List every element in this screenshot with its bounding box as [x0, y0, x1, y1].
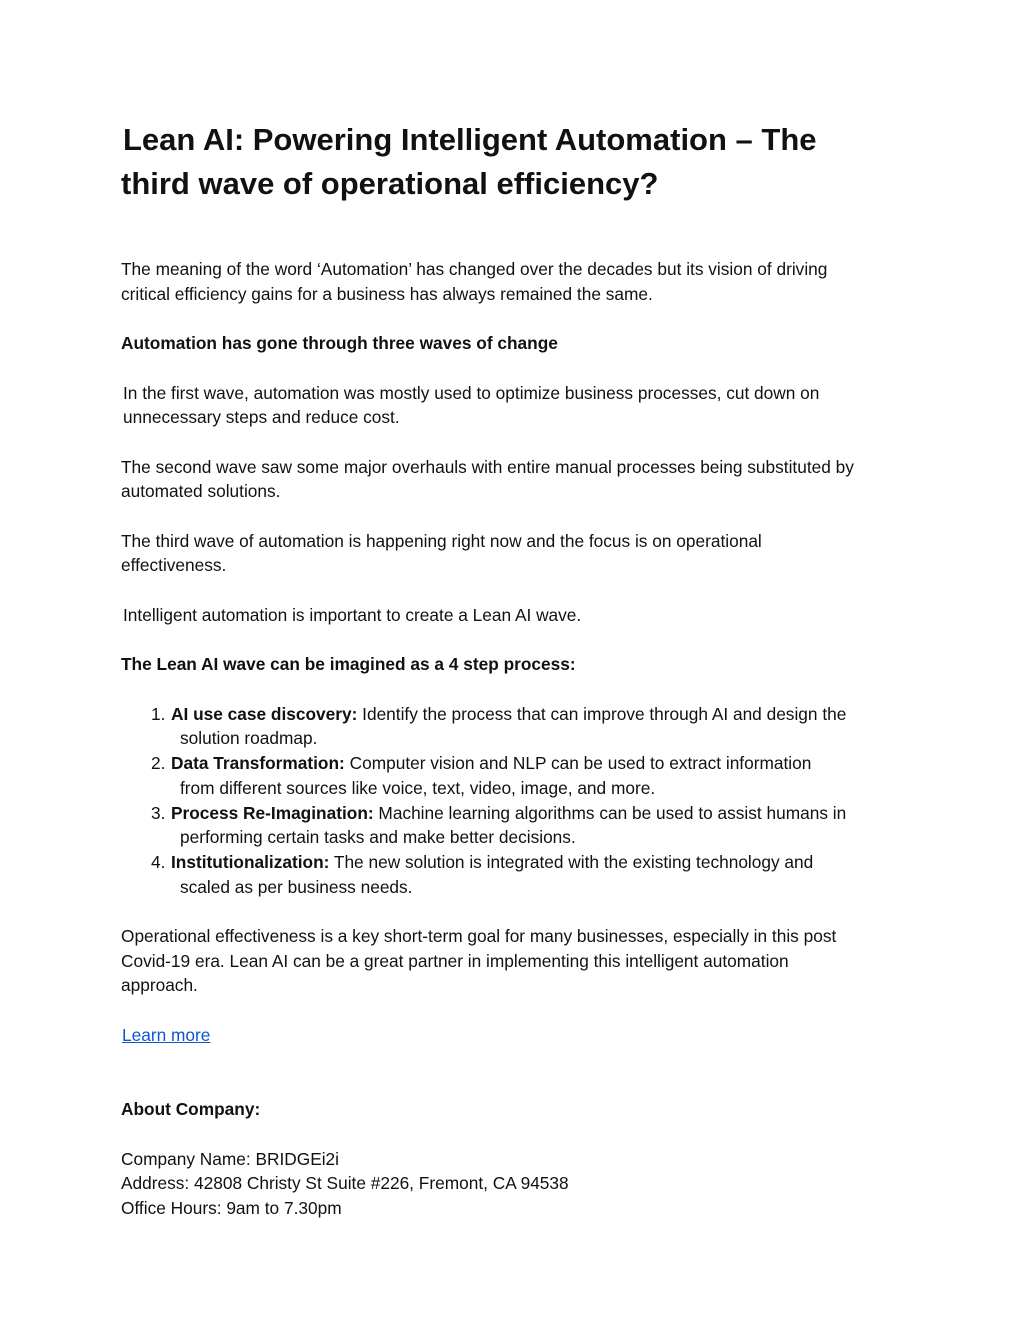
company-name: Company Name: BRIDGEi2i: [121, 1148, 340, 1169]
second-wave-line-1: The second wave saw some major overhauls with entire manual processes being substituted by: [121, 456, 854, 477]
step-number: 2.: [151, 753, 166, 773]
step-title: Institutionalization:: [171, 852, 330, 872]
company-address: Address: 42808 Christy St Suite #226, Fremont, CA 94538: [121, 1173, 569, 1193]
step-text-continued: performing certain tasks and make better decisions.: [180, 827, 576, 847]
step-title: Data Transformation:: [171, 753, 345, 773]
closing-line-2: Covid-19 era. Lean AI can be a great partner in implementing this intelligent automation: [121, 950, 789, 971]
intelligent-automation-paragraph: Intelligent automation is important to create a Lean AI wave.: [123, 604, 582, 625]
second-wave-paragraph: [121, 455, 911, 504]
intro-paragraph: [121, 257, 911, 306]
title-line-2: third wave of operational efficiency?: [121, 166, 659, 201]
step-text: Identify the process that can improve through AI and design the: [357, 703, 847, 724]
step-text-continued: from different sources like voice, text, video, image, and more.: [180, 777, 656, 798]
title-line-1: Lean AI: Powering Intelligent Automation – The: [123, 122, 817, 157]
process-heading: The Lean AI wave can be imagined as a 4 step process:: [121, 654, 576, 674]
steps-list: [121, 702, 911, 900]
document-title: [121, 118, 911, 206]
step-title: Process Re-Imagination:: [171, 802, 374, 823]
first-wave-line-1: In the first wave, automation was mostly used to optimize business processes, cut down on: [123, 382, 820, 403]
step-text: The new solution is integrated with the existing technology and: [329, 852, 814, 872]
first-wave-paragraph: [121, 381, 911, 430]
list-item: [121, 801, 911, 850]
second-wave-line-2: automated solutions.: [121, 481, 281, 501]
about-company-heading: About Company:: [121, 1099, 261, 1119]
company-details: [121, 1147, 911, 1221]
learn-more-link[interactable]: Learn more: [122, 1024, 211, 1045]
third-wave-line-1: The third wave of automation is happening right now and the focus is on operational: [121, 530, 762, 551]
third-wave-line-2: effectiveness.: [121, 555, 227, 575]
intro-line-2: critical efficiency gains for a business has always remained the same.: [121, 283, 653, 304]
list-item: [121, 850, 911, 899]
closing-line-1: Operational effectiveness is a key short-term goal for many businesses, especially in this post: [121, 926, 837, 946]
intro-line-1: The meaning of the word ‘Automation’ has changed over the decades but its vision of driving: [121, 259, 828, 279]
closing-paragraph: [121, 924, 911, 998]
first-wave-line-2: unnecessary steps and reduce cost.: [123, 407, 400, 427]
list-item: [121, 702, 911, 751]
office-hours: Office Hours: 9am to 7.30pm: [121, 1197, 342, 1218]
step-number: 4.: [151, 852, 166, 872]
waves-heading: Automation has gone through three waves of change: [121, 333, 558, 353]
step-number: 3.: [151, 802, 166, 823]
step-title: AI use case discovery:: [171, 703, 358, 724]
closing-line-3: approach.: [121, 975, 198, 995]
step-text: Machine learning algorithms can be used to assist humans in: [373, 802, 847, 823]
step-text-continued: scaled as per business needs.: [180, 876, 413, 897]
step-number: 1.: [151, 703, 166, 724]
third-wave-paragraph: [121, 529, 911, 578]
step-text: Computer vision and NLP can be used to extract information: [344, 753, 812, 773]
list-item: [121, 751, 911, 800]
document-page: [121, 118, 911, 1220]
learn-more-container: [121, 1023, 911, 1048]
step-text-continued: solution roadmap.: [180, 728, 318, 748]
